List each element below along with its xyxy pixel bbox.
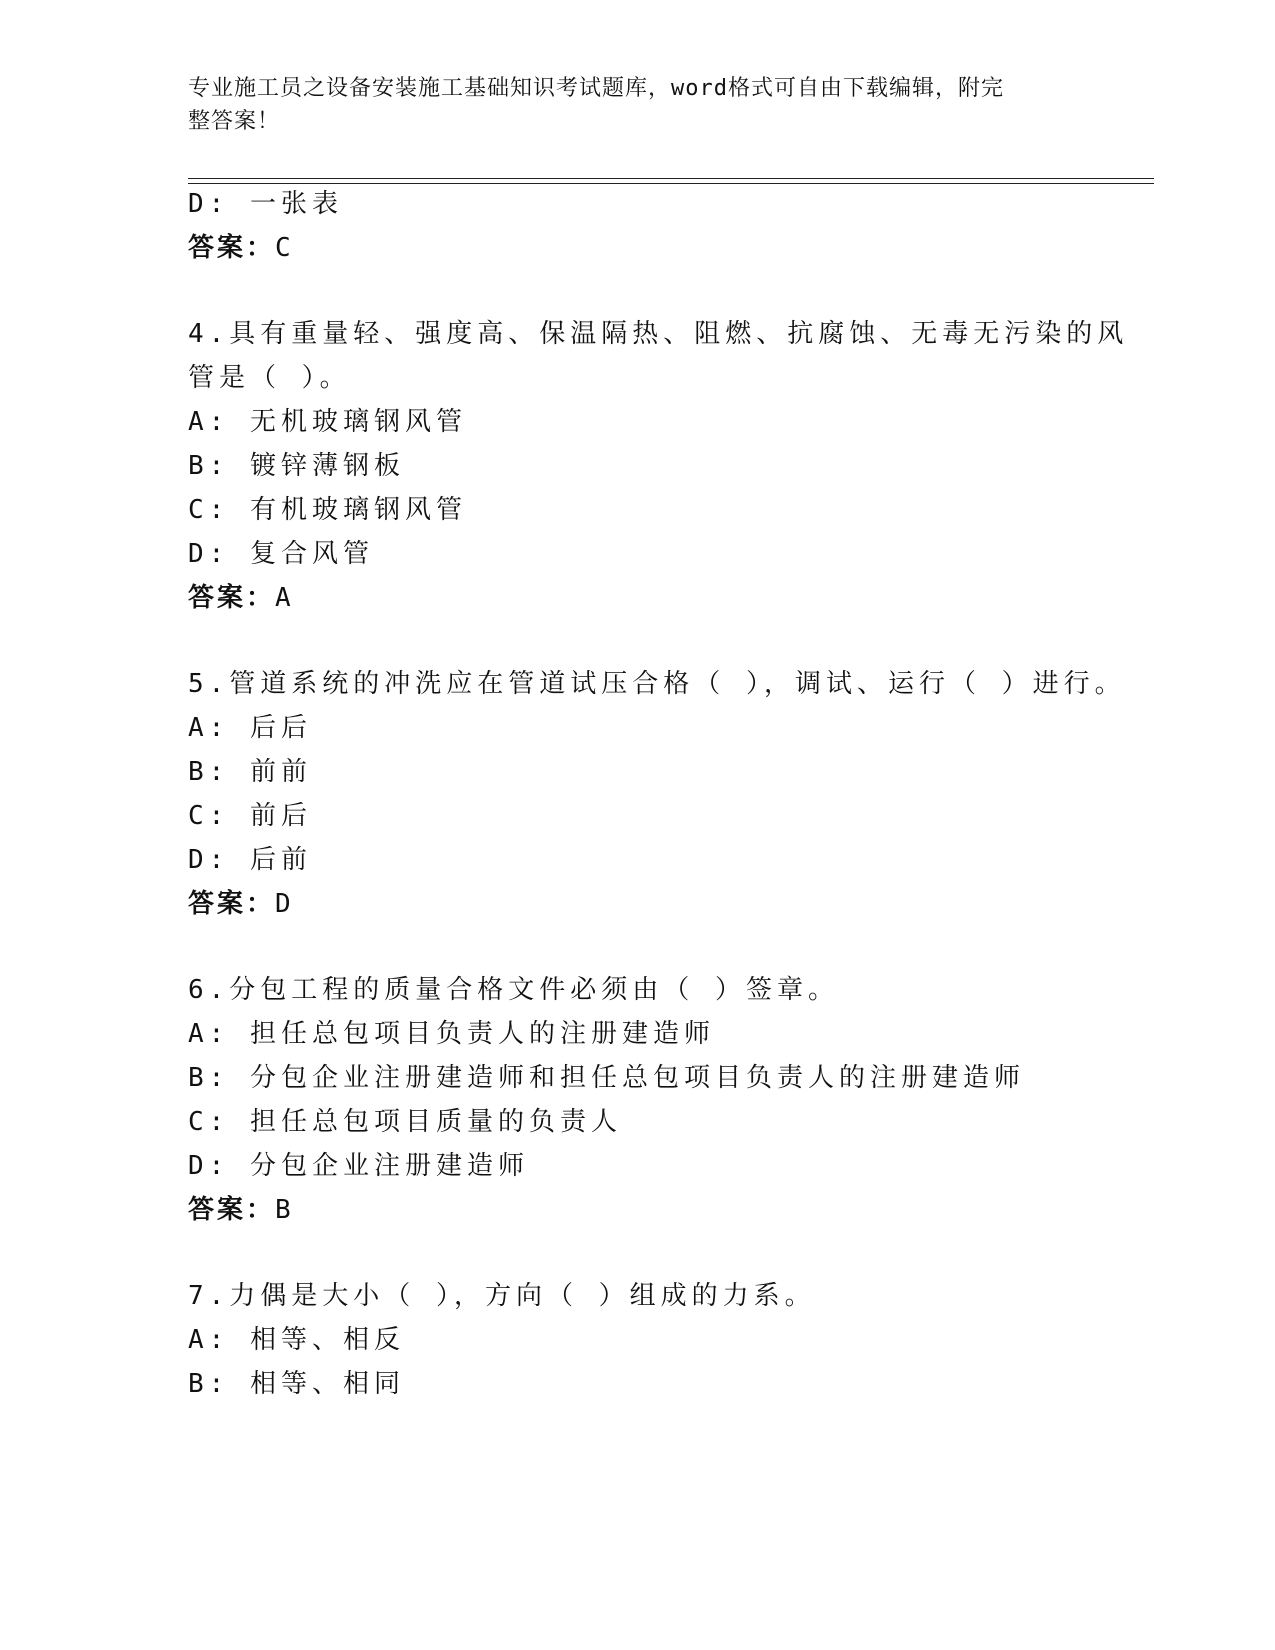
q5-option-b: B: 前前 xyxy=(188,757,312,787)
q6-option-c: C: 担任总包项目质量的负责人 xyxy=(188,1107,622,1137)
q6-option-a: A: 担任总包项目负责人的注册建造师 xyxy=(188,1019,715,1049)
q5-answer xyxy=(188,887,294,921)
answer-value: D xyxy=(275,889,294,919)
q5-option-d: D: 后前 xyxy=(188,845,312,875)
q4-stem-line-1: 4.具有重量轻、强度高、保温隔热、阻燃、抗腐蚀、无毒无污染的风 xyxy=(188,319,1129,349)
answer-label: 答案： xyxy=(188,889,276,919)
answer-value: A xyxy=(275,583,294,613)
answer-label: 答案： xyxy=(188,1195,276,1225)
header-divider-top xyxy=(188,178,1154,179)
q3-answer xyxy=(188,231,294,265)
q4-option-c: C: 有机玻璃钢风管 xyxy=(188,495,467,525)
answer-value: B xyxy=(275,1195,294,1225)
answer-label: 答案： xyxy=(188,233,276,263)
q7-option-b: B: 相等、相同 xyxy=(188,1369,405,1399)
header-divider-bottom xyxy=(188,183,1154,184)
q4-option-a: A: 无机玻璃钢风管 xyxy=(188,407,467,437)
answer-value: C xyxy=(275,233,294,263)
q6-answer xyxy=(188,1193,294,1227)
q6-option-d: D: 分包企业注册建造师 xyxy=(188,1151,529,1181)
answer-label: 答案： xyxy=(188,583,276,613)
q7-stem-line-1: 7.力偶是大小（ ），方向（ ）组成的力系。 xyxy=(188,1281,816,1311)
header-line-2: 整答案！ xyxy=(188,109,281,134)
q5-option-c: C: 前后 xyxy=(188,801,312,831)
q4-answer xyxy=(188,581,294,615)
q5-stem-line-1: 5.管道系统的冲洗应在管道试压合格（ ），调试、运行（ ）进行。 xyxy=(188,669,1126,699)
q7-option-a: A: 相等、相反 xyxy=(188,1325,405,1355)
q3-option-d: D: 一张表 xyxy=(188,189,343,219)
q6-stem-line-1: 6.分包工程的质量合格文件必须由（ ）签章。 xyxy=(188,975,839,1005)
q6-option-b: B: 分包企业注册建造师和担任总包项目负责人的注册建造师 xyxy=(188,1063,1025,1093)
header-line-1: 专业施工员之设备安装施工基础知识考试题库，word格式可自由下载编辑，附完 xyxy=(188,76,1004,101)
q4-option-b: B: 镀锌薄钢板 xyxy=(188,451,405,481)
document-header xyxy=(188,72,1068,138)
q4-stem-line-2: 管是（ ）。 xyxy=(188,363,351,393)
q4-option-d: D: 复合风管 xyxy=(188,539,374,569)
q5-option-a: A: 后后 xyxy=(188,713,312,743)
